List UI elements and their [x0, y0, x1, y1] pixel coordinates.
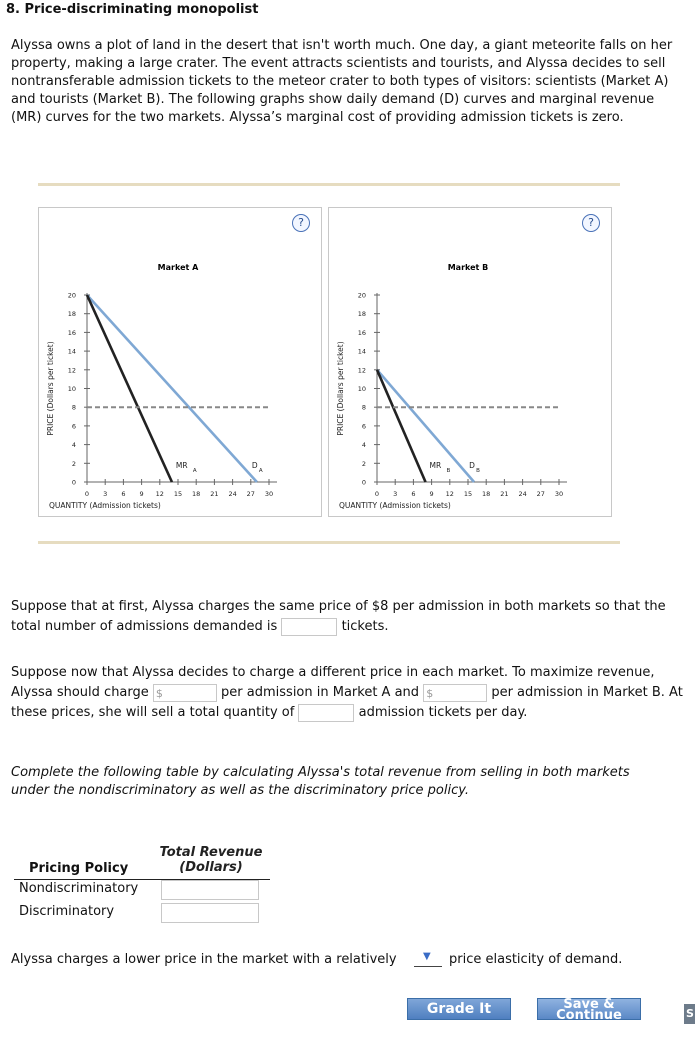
total-revenue-header	[156, 845, 266, 875]
x-tick-label: 12	[445, 490, 454, 498]
question-4-after: price elasticity of demand.	[449, 952, 623, 967]
x-tick-label: 18	[192, 490, 201, 498]
chart-title: Market A	[157, 263, 199, 272]
y-tick-label: 10	[67, 385, 76, 393]
demand-label-sub: B	[476, 468, 480, 474]
y-tick-label: 4	[361, 441, 366, 450]
help-icon[interactable]: ?	[292, 214, 310, 232]
y-tick-label: 12	[67, 366, 76, 375]
price-market-b-input[interactable]	[423, 684, 487, 702]
y-tick-label: 8	[71, 403, 76, 412]
y-tick-label: 20	[357, 291, 366, 300]
x-tick-label: 30	[554, 490, 564, 498]
x-tick-label: 3	[393, 490, 398, 498]
y-tick-label: 6	[361, 422, 366, 431]
x-tick-label: 12	[155, 490, 164, 498]
x-tick-label: 0	[84, 490, 90, 498]
demand-label: D	[251, 461, 258, 470]
question-1-text: Suppose that at first, Alyssa charges the same price of $8 per admission in both markets so that the total number of admissions demanded is	[11, 599, 666, 634]
total-revenue-unit: (Dollars)	[179, 860, 243, 875]
y-tick-label: 14	[67, 347, 76, 356]
x-tick-label: 15	[463, 490, 473, 498]
total-revenue-title: Total Revenue	[159, 845, 263, 860]
x-tick-label: 24	[518, 490, 527, 498]
y-tick-label: 12	[357, 366, 366, 375]
y-tick-label: 18	[67, 310, 76, 319]
y-tick-label: 10	[357, 385, 366, 393]
y-tick-label: 16	[357, 328, 366, 337]
pricing-policy-header: Pricing Policy	[29, 861, 129, 876]
x-tick-label: 15	[173, 490, 183, 498]
help-icon[interactable]: ?	[582, 214, 600, 232]
row-nondiscriminatory-label: Nondiscriminatory	[19, 881, 139, 896]
side-tab[interactable]: S	[684, 1004, 695, 1024]
dollar-sign: $	[426, 686, 434, 700]
y-tick-label: 8	[361, 403, 366, 412]
table-instructions: Complete the following table by calculating Alyssa's total revenue from selling in both markets under the nondiscriminatory as well as the discriminatory price policy.	[11, 765, 630, 798]
question-2	[11, 663, 691, 723]
x-axis-label: QUANTITY (Admission tickets)	[339, 501, 451, 510]
question-2-text-d: At these prices, she will sell a total quantity of	[11, 685, 683, 720]
x-tick-label: 18	[482, 490, 491, 498]
x-tick-label: 9	[429, 490, 434, 498]
intro-paragraph: Alyssa owns a plot of land in the desert that isn't worth much. One day, a giant meteorite falls on her property, making a large crater. The event attracts scientists and tourists, and Alyssa decides to sell nontransferable admission tickets to the meteor crater to both types of visitors: scientists (Market A) and tourists (Market B). The following graphs show daily demand (D) curves and marginal revenue (MR) curves for the two markets. Alyssa’s marginal cost of providing admission tickets is zero.	[11, 38, 673, 125]
x-tick-label: 27	[246, 490, 255, 498]
market-b-chart[interactable]	[329, 208, 611, 516]
y-tick-label: 16	[67, 328, 76, 337]
y-tick-label: 20	[67, 291, 76, 300]
market-b-panel	[328, 207, 612, 517]
question-1	[11, 597, 691, 637]
question-2-text-c: per admission in Market B.	[491, 685, 665, 700]
price-market-a-input[interactable]	[153, 684, 217, 702]
x-tick-label: 21	[210, 490, 219, 498]
elasticity-dropdown[interactable]	[414, 948, 442, 967]
y-tick-label: 0	[361, 478, 366, 487]
y-tick-label: 14	[357, 347, 366, 356]
demand-label: D	[469, 461, 475, 470]
question-1-unit: tickets.	[341, 619, 389, 634]
save-label: Save &	[563, 997, 615, 1012]
save-continue-button[interactable]	[537, 997, 641, 1023]
y-tick-label: 0	[71, 478, 76, 487]
x-tick-label: 30	[264, 490, 274, 498]
x-tick-label: 21	[500, 490, 509, 498]
x-tick-label: 6	[121, 490, 126, 498]
question-2-text-b: per admission in Market A and	[221, 685, 420, 700]
y-tick-label: 2	[71, 459, 76, 468]
revenue-discriminatory-input[interactable]	[161, 903, 259, 923]
dollar-sign: $	[155, 686, 163, 700]
question-4-before: Alyssa charges a lower price in the market with a relatively	[11, 952, 397, 967]
bottom-divider	[38, 541, 620, 544]
x-axis-label: QUANTITY (Admission tickets)	[49, 501, 161, 510]
problem-title: 8. Price-discriminating monopolist	[6, 2, 259, 17]
mr-curve	[377, 370, 426, 482]
y-tick-label: 4	[71, 441, 76, 450]
continue-label: Continue	[556, 1008, 622, 1023]
x-tick-label: 27	[536, 490, 545, 498]
chart-title: Market B	[447, 263, 489, 272]
demand-curve	[87, 295, 257, 482]
x-tick-label: 9	[139, 490, 144, 498]
mr-curve	[87, 295, 172, 482]
grade-it-now-button[interactable]: Grade It Now	[407, 998, 511, 1020]
question-2-text-e: admission tickets per day.	[358, 705, 528, 720]
mr-label: MR	[175, 461, 188, 470]
total-admissions-input[interactable]	[281, 618, 337, 636]
question-2-text: Suppose now that Alyssa decides to charge a different price in each market. To maximize revenue, Alyssa should charge	[11, 665, 655, 700]
demand-label-sub: A	[258, 468, 263, 474]
market-a-chart[interactable]	[39, 208, 321, 516]
y-tick-label: 2	[361, 459, 366, 468]
y-axis-label: PRICE (Dollars per ticket)	[336, 341, 345, 436]
row-discriminatory-label: Discriminatory	[19, 904, 115, 919]
y-tick-label: 6	[71, 422, 76, 431]
mr-label-sub: A	[192, 468, 197, 474]
x-tick-label: 6	[411, 490, 416, 498]
top-divider	[38, 183, 620, 186]
demand-curve	[377, 370, 474, 482]
mr-label-sub: B	[446, 468, 451, 474]
x-tick-label: 3	[103, 490, 108, 498]
y-axis-label: PRICE (Dollars per ticket)	[46, 341, 55, 436]
y-tick-label: 18	[357, 310, 366, 319]
total-quantity-input[interactable]	[298, 704, 354, 722]
chevron-down-icon: ▼	[423, 951, 431, 962]
x-tick-label: 0	[374, 490, 380, 498]
market-a-panel	[38, 207, 322, 517]
mr-label: MR	[429, 461, 442, 470]
revenue-nondiscriminatory-input[interactable]	[161, 880, 259, 900]
x-tick-label: 24	[228, 490, 237, 498]
